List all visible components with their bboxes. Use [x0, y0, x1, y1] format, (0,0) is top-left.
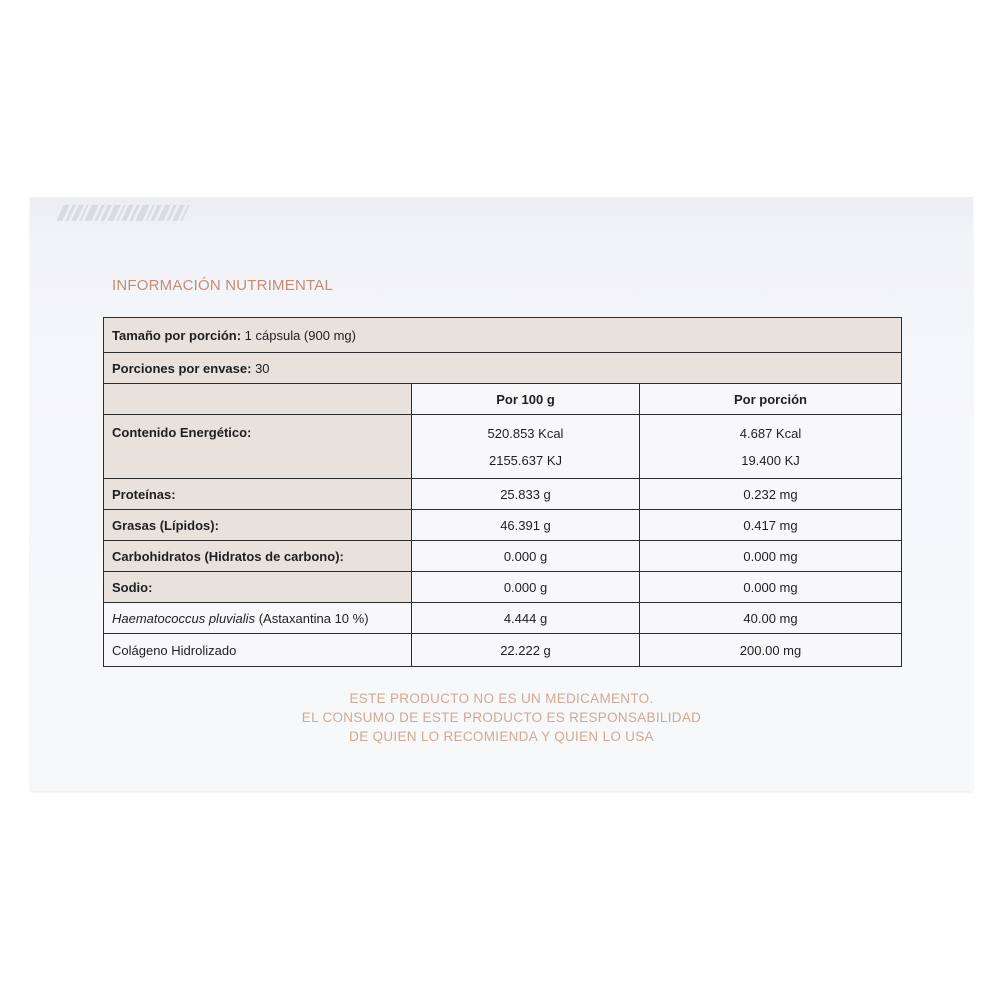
row-per-serving: 40.00 mg — [640, 603, 902, 634]
nutrition-table — [103, 317, 902, 667]
fats-label: Grasas (Lípidos): — [112, 517, 219, 533]
row-per-100g: 22.222 g — [412, 634, 640, 667]
row-per-100g: 0.000 g — [412, 541, 640, 572]
row-label — [104, 541, 412, 572]
row-label — [104, 634, 412, 667]
servings-per-container-label: Porciones por envase: — [112, 360, 252, 376]
disclaimer-line: EL CONSUMO DE ESTE PRODUCTO ES RESPONSABILIDAD — [301, 710, 702, 725]
row-per-100g: 46.391 g — [412, 510, 640, 541]
column-header-blank — [104, 384, 412, 415]
energy-label: Contenido Energético: — [112, 425, 252, 440]
table-row — [104, 603, 902, 634]
column-header-per-serving — [640, 384, 902, 415]
energy-kj-per-serving: 19.400 KJ — [741, 452, 800, 468]
nutrition-heading: INFORMACIÓN NUTRIMENTAL — [112, 277, 333, 294]
table-row — [104, 572, 902, 603]
table-row — [104, 510, 902, 541]
serving-size-row — [104, 318, 902, 353]
energy-label-cell — [104, 415, 412, 479]
barcode-graphic — [56, 205, 363, 221]
energy-per-serving-cell — [640, 415, 902, 479]
row-per-serving: 0.000 mg — [640, 541, 902, 572]
disclaimer-line: DE QUIEN LO RECOMIENDA Y QUIEN LO USA — [349, 729, 654, 744]
energy-row — [104, 415, 902, 479]
energy-kcal-per-serving: 4.687 Kcal — [739, 425, 802, 441]
collagen-label: Colágeno Hidrolizado — [112, 642, 237, 658]
sodium-label: Sodio: — [112, 579, 153, 595]
table-row — [104, 479, 902, 510]
serving-size-cell — [104, 318, 902, 353]
row-per-100g: 0.000 g — [412, 572, 640, 603]
disclaimer-line: ESTE PRODUCTO NO ES UN MEDICAMENTO. — [349, 691, 654, 706]
product-box — [30, 197, 973, 791]
proteins-label: Proteínas: — [112, 486, 176, 502]
per-100g-header: Por 100 g — [496, 391, 555, 407]
row-per-serving: 0.232 mg — [640, 479, 902, 510]
astaxanthin-label: (Astaxantina 10 %) — [255, 610, 369, 626]
table-row — [104, 634, 902, 667]
servings-per-container-row — [104, 353, 902, 384]
disclaimer-text — [30, 689, 973, 746]
row-per-100g: 25.833 g — [412, 479, 640, 510]
serving-size-label: Tamaño por porción: — [112, 327, 242, 343]
servings-per-container-cell — [104, 353, 902, 384]
servings-per-container-value: 30 — [255, 360, 270, 376]
table-row — [104, 541, 902, 572]
row-per-serving: 200.00 mg — [640, 634, 902, 667]
row-label — [104, 572, 412, 603]
row-per-serving: 0.417 mg — [640, 510, 902, 541]
column-header-per-100g — [412, 384, 640, 415]
row-per-100g: 4.444 g — [412, 603, 640, 634]
row-label — [104, 510, 412, 541]
serving-size-value: 1 cápsula (900 mg) — [244, 327, 356, 343]
row-label — [104, 479, 412, 510]
per-serving-header: Por porción — [734, 391, 807, 407]
energy-kj-per-100g: 2155.637 KJ — [488, 452, 562, 468]
energy-kcal-per-100g: 520.853 Kcal — [487, 425, 564, 441]
haematococcus-label: Haematococcus pluvialis — [112, 610, 256, 626]
row-per-serving: 0.000 mg — [640, 572, 902, 603]
row-label — [104, 603, 412, 634]
carbohydrates-label: Carbohidratos (Hidratos de carbono): — [112, 548, 344, 564]
energy-per-100g-cell — [412, 415, 640, 479]
column-header-row — [104, 384, 902, 415]
